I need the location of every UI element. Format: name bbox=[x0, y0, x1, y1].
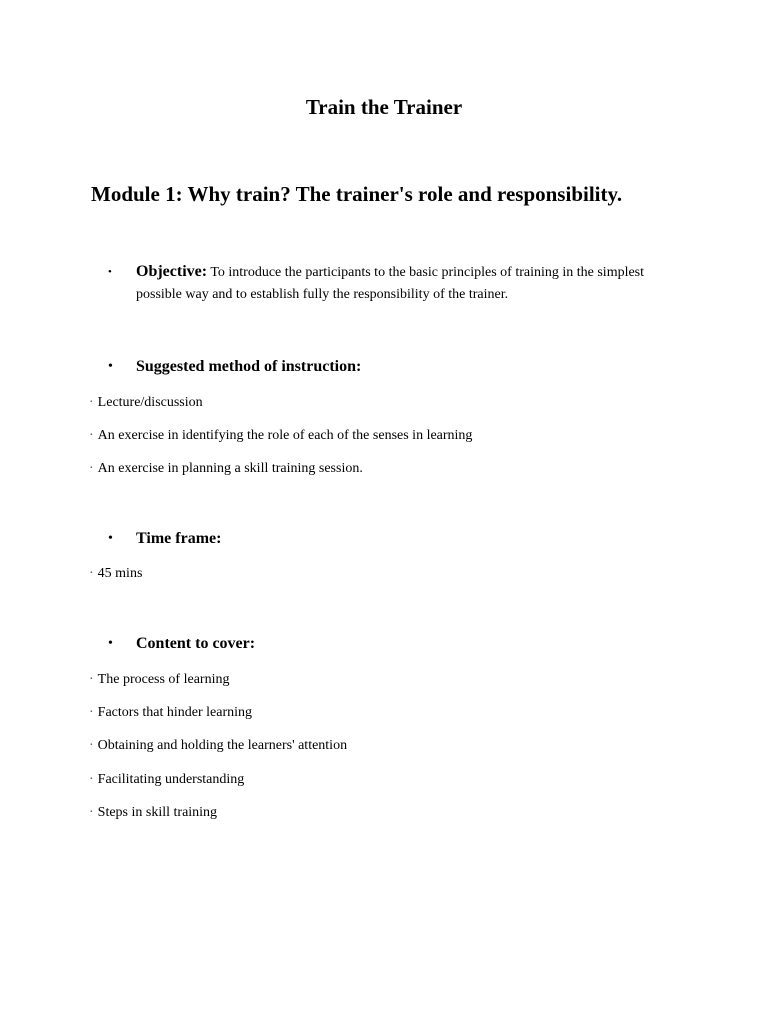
method-item bbox=[89, 426, 472, 446]
item-marker: · bbox=[89, 738, 94, 753]
method-heading: Suggested method of instruction: bbox=[136, 358, 362, 375]
objective-label: Objective: bbox=[136, 263, 208, 280]
objective-paragraph bbox=[136, 261, 666, 306]
item-marker: · bbox=[89, 428, 94, 443]
objective-bullet bbox=[108, 261, 666, 306]
method-item bbox=[89, 393, 203, 413]
time-frame-item-text: 45 mins bbox=[97, 566, 143, 581]
item-marker: · bbox=[89, 395, 94, 410]
content-heading: Content to cover: bbox=[136, 635, 256, 652]
content-item-text: The process of learning bbox=[97, 672, 230, 687]
content-item-text: Steps in skill training bbox=[97, 805, 218, 820]
item-marker: · bbox=[89, 566, 94, 581]
content-item bbox=[89, 670, 229, 690]
item-marker: · bbox=[89, 805, 94, 820]
content-item bbox=[89, 703, 252, 723]
time-frame-heading: Time frame: bbox=[136, 530, 222, 547]
objective-text: To introduce the participants to the basic principles of training in the simplest possible way and to establish fully the responsibility of the trainer. bbox=[136, 265, 645, 302]
content-item-text: Facilitating understanding bbox=[97, 772, 245, 787]
item-marker: · bbox=[89, 461, 94, 476]
bullet-icon: • bbox=[108, 636, 113, 651]
content-item bbox=[89, 736, 347, 756]
content-item-text: Obtaining and holding the learners' attention bbox=[97, 738, 348, 753]
content-item bbox=[89, 803, 217, 823]
module-heading: Module 1: Why train? The trainer's role and responsibility. bbox=[91, 182, 623, 206]
content-bullet bbox=[108, 633, 255, 655]
method-bullet bbox=[108, 356, 361, 378]
content-item bbox=[89, 770, 244, 790]
method-item-text: Lecture/discussion bbox=[97, 395, 203, 410]
time-frame-bullet bbox=[108, 528, 221, 550]
item-marker: · bbox=[89, 672, 94, 687]
document-title: Train the Trainer bbox=[305, 95, 463, 119]
method-item-text: An exercise in identifying the role of each of the senses in learning bbox=[97, 428, 473, 443]
method-item-text: An exercise in planning a skill training session. bbox=[97, 461, 363, 476]
bullet-icon: • bbox=[108, 266, 112, 278]
bullet-icon: • bbox=[108, 359, 113, 374]
time-frame-item bbox=[89, 564, 142, 584]
content-item-text: Factors that hinder learning bbox=[97, 705, 253, 720]
item-marker: · bbox=[89, 772, 94, 787]
item-marker: · bbox=[89, 705, 94, 720]
bullet-icon: • bbox=[108, 531, 113, 546]
method-item bbox=[89, 459, 363, 479]
